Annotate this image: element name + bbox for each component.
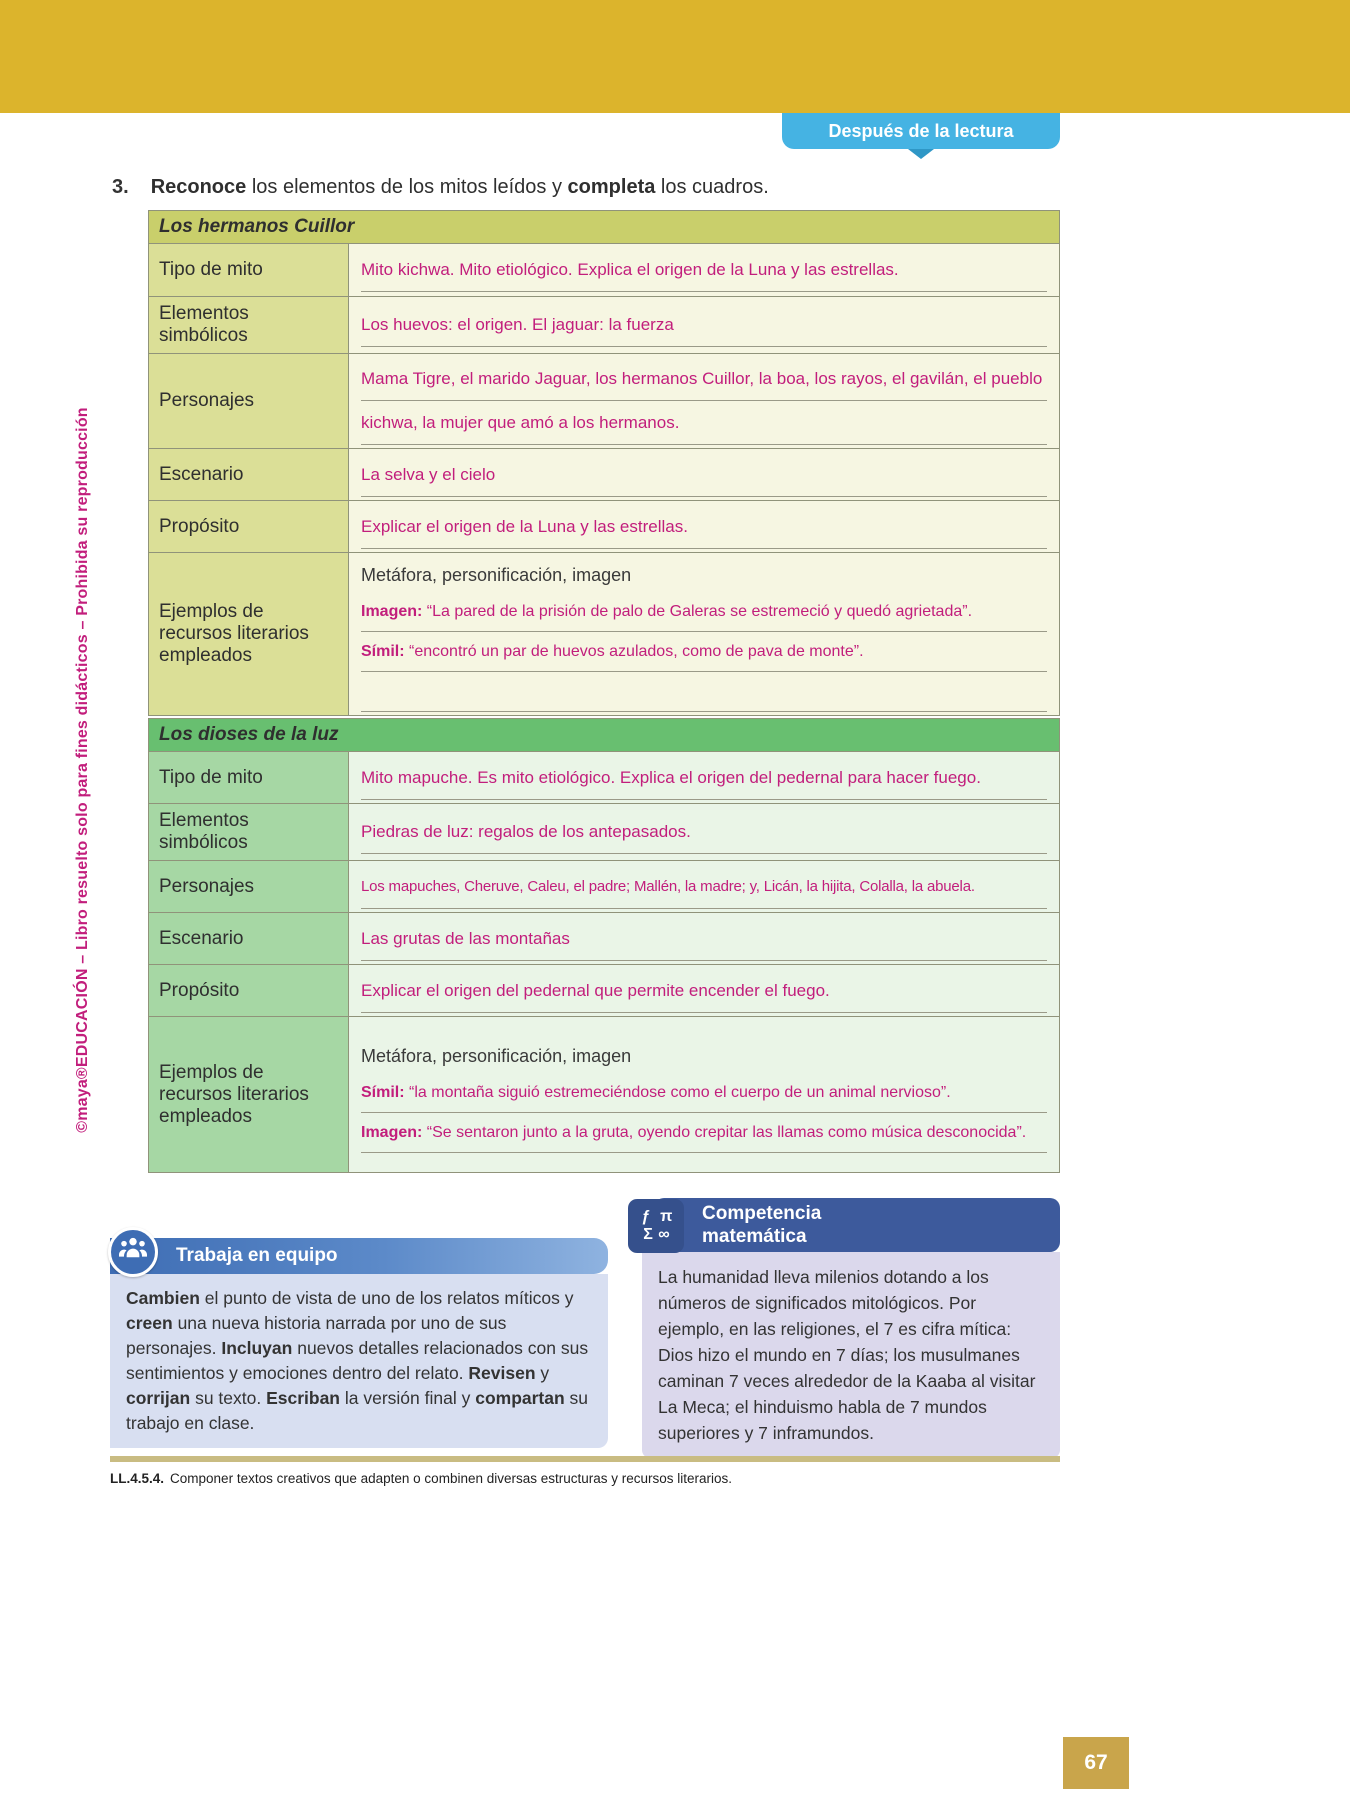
resources-answers [361,1073,1047,1153]
table-row [149,803,1059,860]
after-reading-ribbon [782,113,1060,149]
table-row [149,296,1059,353]
answer-field: Mito mapuche. Es mito etiológico. Explica el origen del pedernal para hacer fuego. [361,756,1047,800]
resource-item [361,592,1047,632]
resource-term: Imagen: [361,1123,423,1141]
row-label: Propósito [149,965,349,1016]
people-icon [117,1233,149,1271]
row-label: Personajes [149,861,349,912]
answer-field: Explicar el origen de la Luna y las estrellas. [361,505,1047,549]
resource-term: Símil: [361,1083,405,1101]
resource-item [361,632,1047,672]
row-label: Elementos simbólicos [149,804,349,860]
row-label: Personajes [149,354,349,448]
row-label: Escenario [149,913,349,964]
curriculum-standard [110,1456,1060,1486]
resource-quote: “la montaña siguió estremeciéndose como el cuerpo de un animal nervioso”. [409,1083,951,1101]
exercise-prompt [112,176,1042,199]
math-competence-body: La humanidad lleva milenios dotando a los números de significados mitológicos. Por ejemplo, en las religiones, el 7 es cifra mítica: Dios hizo el mundo en 7 días; los musulmanes caminan 7 veces alrededor de la Kaaba al visitar La Meca; el hinduismo habla de 7 mundos superiores y 7 inframundos. [642,1252,1060,1458]
copyright-vertical-text: ©maya®EDUCACIÓN – Libro resuelto solo para fines didácticos – Prohibida su reproducción [74,407,91,1133]
table-los-hermanos-cuillor [148,210,1060,716]
table-title: Los hermanos Cuillor [159,216,355,237]
table-row [149,500,1059,552]
table-row [149,353,1059,448]
table-title-bar [149,211,1059,243]
table-title: Los dioses de la luz [159,724,339,745]
standard-text: Componer textos creativos que adapten o combinen diversas estructuras y recursos literarios. [170,1471,733,1486]
table-row [149,912,1059,964]
answer-field: Los mapuches, Cheruve, Caleu, el padre; Mallén, la madre; y, Licán, la hijita, Colalla, la abuela. [361,865,1047,909]
answer-field: Las grutas de las montañas [361,917,1047,961]
row-label: Escenario [149,449,349,500]
resources-answers [361,592,1047,712]
table-los-dioses-de-la-luz [148,718,1060,1173]
answer-field: La selva y el cielo [361,453,1047,497]
math-title-line1: Competencia [702,1203,822,1224]
table-row-resources [149,1016,1059,1172]
page-number: 67 [1063,1737,1129,1789]
top-banner [0,0,1350,113]
table-row [149,860,1059,912]
resource-quote: “La pared de la prisión de palo de Galeras se estremeció y quedó agrietada”. [426,603,973,620]
teamwork-box [110,1238,608,1448]
math-title-line2: matemática [702,1226,807,1247]
row-label: Elementos simbólicos [149,297,349,353]
resource-term: Imagen: [361,603,423,620]
exercise-number: 3. [112,176,129,198]
ribbon-label: Después de la lectura [828,120,1014,141]
answer-field: Los huevos: el origen. El jaguar: la fuerza [361,303,1047,347]
resource-item [361,1073,1047,1113]
team-badge [108,1227,158,1277]
resources-intro: Metáfora, personificación, imagen [361,565,632,585]
teamwork-header [110,1238,608,1274]
row-label: Propósito [149,501,349,552]
exercise-prompt-text: Reconoce los elementos de los mitos leídos y completa los cuadros. [150,176,769,198]
row-label: Tipo de mito [149,752,349,803]
answer-field: Mama Tigre, el marido Jaguar, los hermanos Cuillor, la boa, los rayos, el gavilán, el pueblo kichwa, la mujer que amó a los hermanos. [361,357,1047,445]
teamwork-title: Trabaja en equipo [176,1245,338,1266]
table-row-resources [149,552,1059,715]
math-icon: ƒ π Σ ∞ [628,1199,684,1253]
table-row [149,243,1059,296]
standard-code: LL.4.5.4. [110,1471,165,1486]
answer-field: Piedras de luz: regalos de los antepasados. [361,810,1047,854]
row-label: Ejemplos de recursos literarios empleados [149,553,349,715]
resource-quote: “Se sentaron junto a la gruta, oyendo crepitar las llamas como música desconocida”. [426,1123,1027,1141]
resources-intro: Metáfora, personificación, imagen [361,1045,632,1066]
math-competence-header [654,1198,1060,1252]
table-row [149,964,1059,1016]
math-competence-box [628,1198,1060,1458]
table-title-bar [149,719,1059,751]
resource-term: Símil: [361,643,405,660]
resource-item [361,1113,1047,1153]
table-row [149,751,1059,803]
row-label: Tipo de mito [149,244,349,296]
resource-quote: “encontró un par de huevos azulados, como de pava de monte”. [409,643,864,660]
answer-field: Explicar el origen del pedernal que permite encender el fuego. [361,969,1047,1013]
row-label: Ejemplos de recursos literarios empleados [149,1017,349,1172]
table-row [149,448,1059,500]
teamwork-body: Cambien el punto de vista de uno de los relatos míticos y creen una nueva historia narrada por uno de sus personajes. Incluyan nuevos detalles relacionados con sus sentimientos y emociones dentro del relato. Revisen y corrijan su texto. Escriban la versión final y compartan su trabajo en clase. [110,1274,608,1448]
answer-field: Mito kichwa. Mito etiológico. Explica el origen de la Luna y las estrellas. [361,248,1047,292]
